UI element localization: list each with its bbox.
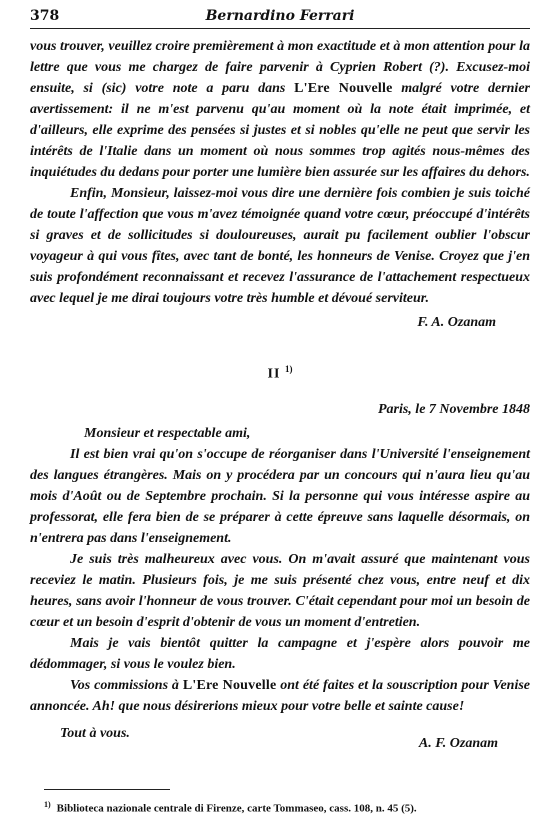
letter2-paragraph-2: Je suis très malheureux avec vous. On m'avait assuré que maintenant vous receviez le matin. Plusieurs fois, je me suis présenté chez vous, entre neuf et dix heures, sans avoir l'honneur de vous trouver. C'était cependant pour moi un besoin de cœur et un besoin d'esprit d'obtenir de vous un moment d'entretien. (30, 551, 530, 630)
closing-phrase: Tout à vous. (60, 725, 130, 741)
footnote-marker: 1) (44, 800, 51, 809)
running-title: Bernardino Ferrari (205, 8, 355, 24)
page-body (30, 36, 530, 754)
letter2-salutation: Monsieur et respectable ami, (84, 425, 251, 441)
letter1-paragraph-1: vous trouver, veuillez croire premièrement à mon exactitude et à mon attention pour la lettre que vous me chargez de faire parvenir à Cyprien Robert (?). Excusez-moi ensuite, si (sic) votre note a paru dans L'Ere Nouvelle malgré votre dernier avertissement: il ne m'est parvenu qu'au moment où la note était imprimée, et d'ailleurs, elle exprime des pensées si justes et si nobles qu'elle ne peut que servir les intérêts de l'Italie dans un moment où nous sommes trop agités nous-mêmes des inquiétudes du dedans pour porter une lumière bien assurée sur les affaires du dehors. (30, 39, 530, 180)
letter1-signature: F. A. Ozanam (417, 315, 496, 330)
letter2-paragraph-3: Mais je vais bientôt quitter la campagne et j'espère alors pouvoir me dédommager, si vous le voulez bien. (30, 635, 530, 672)
letter2-closing (30, 723, 530, 754)
journal-title: L'Ere Nouvelle (182, 677, 277, 693)
letter2-paragraph-1: Il est bien vrai qu'on s'occupe de réorganiser dans l'Université l'enseignement des langues étrangères. Mais on y procédera par un concours qui n'aura lieu qu'au mois d'Août ou de Septembre prochain. Si la personne qui vous intéresse aspire au professorat, elle fera bien de se préparer à cette épreuve sans laquelle désormais, on n'entrera pas dans l'enseignement. (30, 446, 530, 546)
footnote-divider (44, 789, 170, 790)
letter2-paragraph-4: Vos commissions à L'Ere Nouvelle ont été faites et la souscription pour Venise annoncée. Ah! que nous désirerions mieux pour votre belle et sainte cause! (30, 677, 530, 714)
section-footnote-ref: 1) (284, 364, 293, 374)
section-numeral: II (267, 366, 281, 382)
letter2-signature: A. F. Ozanam (418, 735, 498, 751)
page-header (30, 6, 530, 29)
section-heading (30, 359, 530, 385)
letter2-dateline: Paris, le 7 Novembre 1848 (377, 401, 530, 417)
footnote-text: Biblioteca nazionale centrale di Firenze, carte Tommaseo, cass. 108, n. 45 (5). (56, 802, 417, 815)
footnote (44, 800, 530, 815)
page-number: 378 (30, 8, 60, 24)
journal-title: L'Ere Nouvelle (294, 81, 393, 96)
letter1-paragraph-2: Enfin, Monsieur, laissez-moi vous dire une dernière fois combien je suis toiché de toute l'affection que vous m'avez témoignée quand votre cœur, préoccupé d'intérêts si graves et de sollicitudes si douloureuses, aurait pu facilement oublier l'obscur voyageur à qui vous fîtes, avec tant de bonté, les honneurs de Venise. Croyez que j'en suis profondément reconnaissant et recevez l'assurance de l'attachement respectueux avec lequel je me dirai toujours votre très humble et dévoué serviteur. (30, 186, 530, 306)
